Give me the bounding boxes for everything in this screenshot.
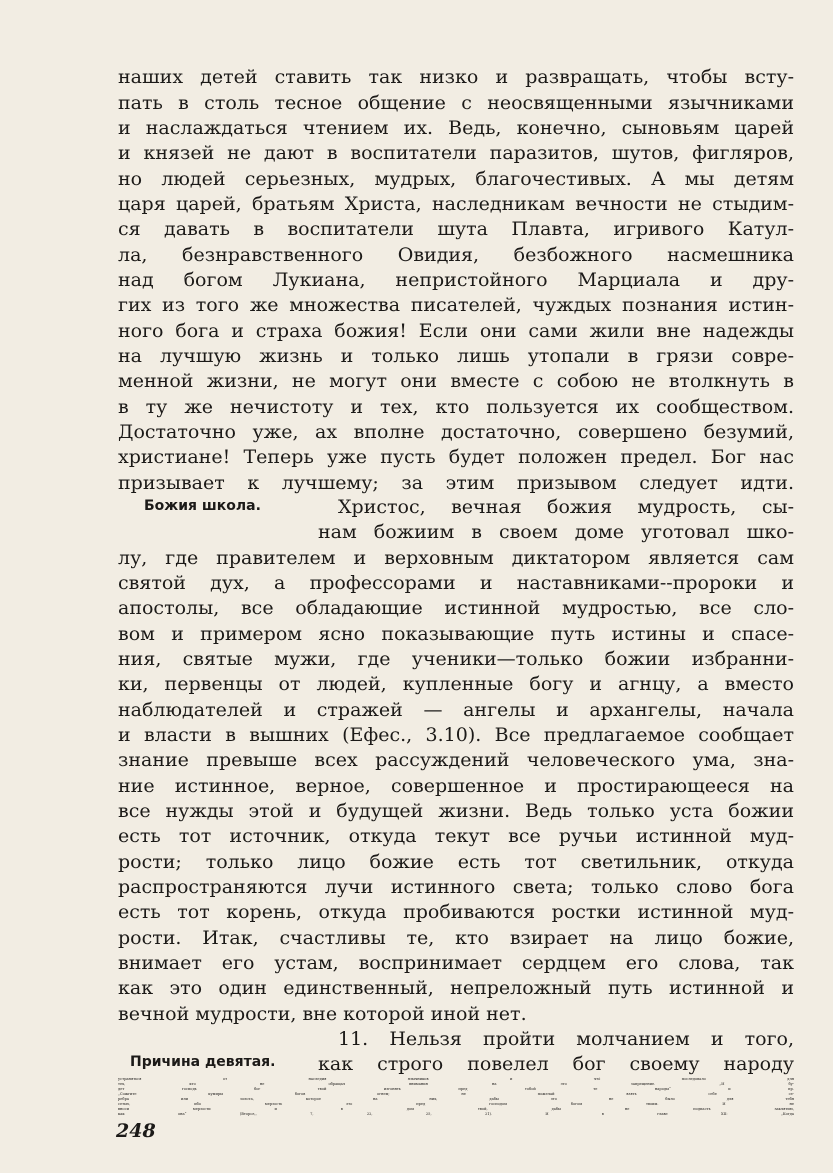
text-line: наблюдателей и стражей — ангелы и архангелы, начала <box>118 699 794 721</box>
text-line: рости; только лицо божие есть тот светильник, откуда <box>118 851 794 873</box>
text-line: менной жизни, не могут они вместе с собою не втолкнуть в <box>118 370 794 392</box>
text-line: ного бога и страха божия! Если они сами жили вне надежды <box>118 320 794 342</box>
page-number: 248 <box>116 1120 156 1142</box>
text-line: гих из того же множества писателей, чуждых познания истин- <box>118 294 794 316</box>
text-line: над богом Лукиана, непристойного Марциала и дру- <box>118 269 794 291</box>
text-line: и власти в вышних (Ефес., 3.10). Все предлагаемое сообщает <box>118 724 794 746</box>
text-line: святой дух, а профессорами и наставниками--пророки и <box>118 572 794 594</box>
text-line: вечной мудрости, вне которой иной нет. <box>118 1003 527 1025</box>
text-line: дет господь бог твой изгонять пред тобой те народы“ и пр. <box>118 1087 794 1091</box>
text-line: „Сожгите кумиры богов огнем; не пожелай взять себе се- <box>118 1092 794 1096</box>
text-line: Достаточно уже, ах вполне достаточно, совершено безумий, <box>118 421 794 443</box>
text-line: рости. Итак, счастливы те, кто взирает на лицо божие, <box>118 927 794 949</box>
text-line: пать в столь тесное общение с неосвященными язычниками <box>118 92 794 114</box>
margin-note-ninth-reason: Причина девятая. <box>130 1054 276 1070</box>
text-line: есть тот корень, откуда пробиваются ростки истинной муд- <box>118 901 794 923</box>
text-line: ние истинное, верное, совершенное и простирающееся на <box>118 775 794 797</box>
text-line: все нужды этой и будущей жизни. Ведь только уста божии <box>118 800 794 822</box>
text-line: как она“ (Второз,, 7, 22, 25, 21). И в главе XII: „Когда <box>118 1112 794 1116</box>
text-line: есть тот источник, откуда текут все ручьи истинной муд- <box>118 825 794 847</box>
text-line: царя царей, братьям Христа, наследникам вечности не стыдим- <box>118 193 794 215</box>
text-line: и наслаждаться чтением их. Ведь, конечно, сыновьям царей <box>118 117 794 139</box>
text-line: апостолы, все обладающие истинной мудростью, все сло- <box>118 597 794 619</box>
text-line: ла, безнравственного Овидия, безбожного насмешника <box>118 244 794 266</box>
text-line: ребра или золота, которое на них, дабы это не было для тебя <box>118 1097 794 1101</box>
text-line: ся давать в воспитатели шута Плавта, игривого Катул- <box>118 218 794 240</box>
text-line: знание превыше всех рассуждений человеческого ума, зна- <box>118 749 794 771</box>
text-line: наших детей ставить так низко и развращать, чтобы всту- <box>118 66 794 88</box>
text-line: вом и примером ясно показывающие путь истины и спасе- <box>118 623 794 645</box>
text-line: 11. Нельзя пройти молчанием и того, <box>338 1028 794 1050</box>
text-line: внимает его устам, воспринимает сердцем его слова, так <box>118 952 794 974</box>
text-line: нам божиим в своем доме уготовал шко- <box>318 521 794 543</box>
text-line: и князей не дают в воспитатели паразитов, шутов, фигляров, <box>118 142 794 164</box>
text-line: ния, святые мужи, где ученики—только божии избранни- <box>118 648 794 670</box>
text-line: вноси мерзости и в дом твой, дабы не подпасть заклятию, <box>118 1107 794 1111</box>
text-line: на лучшую жизнь и только лишь утопали в грязи совре- <box>118 345 794 367</box>
text-line: сетью, ибо мерзость это пред господом богом твоим. И не <box>118 1102 794 1106</box>
text-line: но людей серьезных, мудрых, благочестивых. А мы детям <box>118 168 794 190</box>
text-line: устраняться от наследия язычников и что́ последовало для <box>118 1077 794 1081</box>
text-line: лу, где правителем и верховным диктатором является сам <box>118 547 794 569</box>
text-line: тех, кто не обращал внимания на это запрещение. „И бу- <box>118 1082 794 1086</box>
text-line: в ту же нечистоту и тех, кто пользуется их сообществом. <box>118 396 794 418</box>
text-line: христиане! Теперь уже пусть будет положен предел. Бог нас <box>118 446 794 468</box>
text-line: ки, первенцы от людей, купленные богу и агнцу, а вместо <box>118 673 794 695</box>
text-line: как это один единственный, непреложный путь истинной и <box>118 977 794 999</box>
margin-note-gods-school: Божия школа. <box>144 498 261 514</box>
text-line: распространяются лучи истинного света; только слово бога <box>118 876 794 898</box>
text-line: как строго повелел бог своему народу <box>318 1053 794 1075</box>
text-line: Христос, вечная божия мудрость, сы- <box>338 496 794 518</box>
text-line: призывает к лучшему; за этим призывом следует идти. <box>118 472 794 494</box>
